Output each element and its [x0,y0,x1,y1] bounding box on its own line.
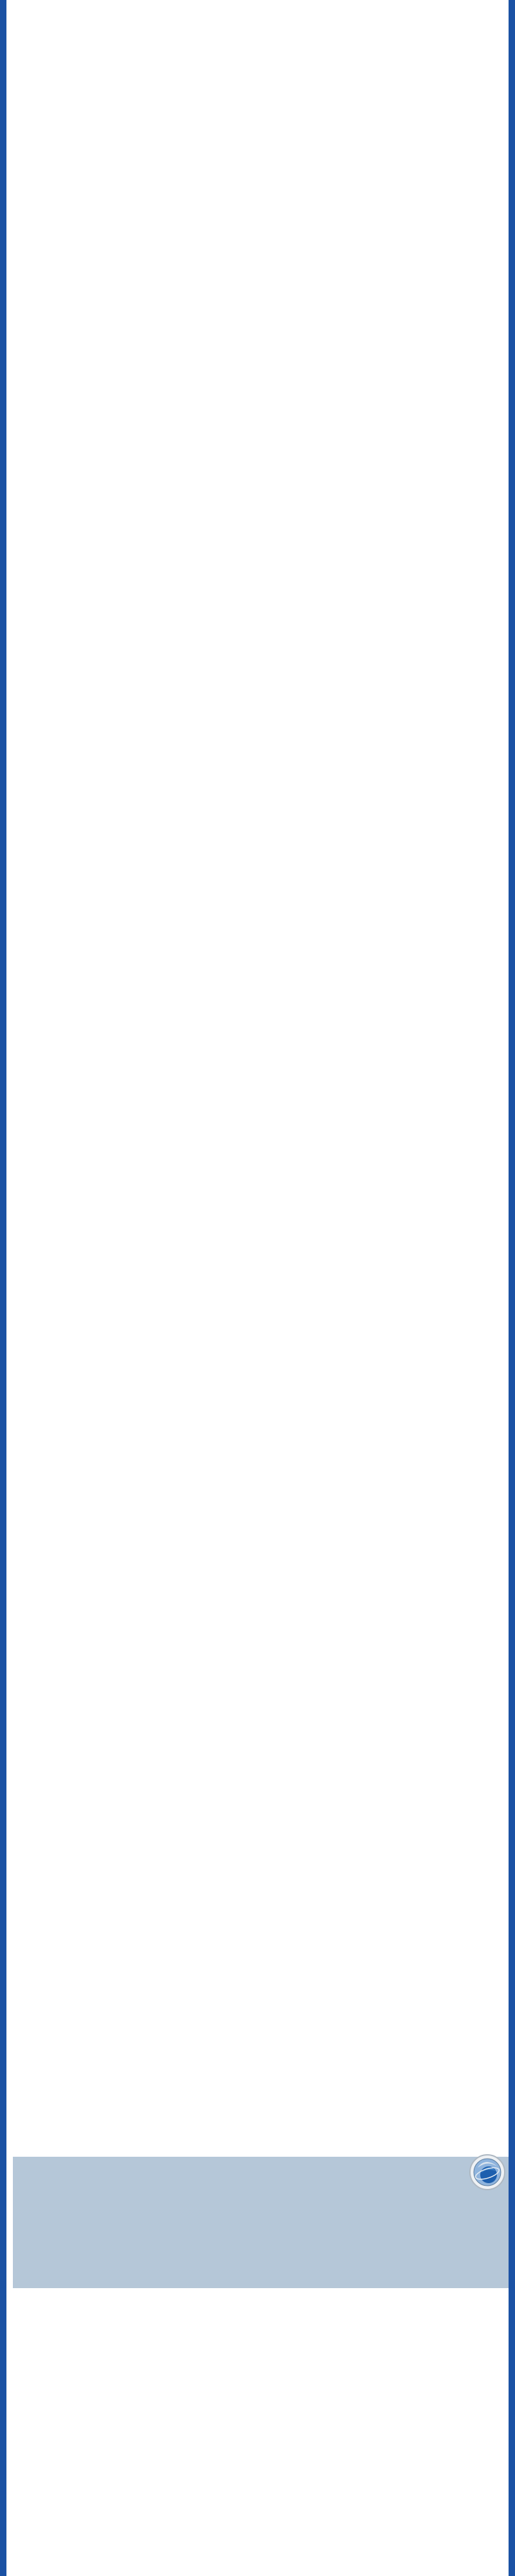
globe-logo-icon [469,2154,506,2191]
company-logo [464,2154,511,2194]
catalog-header-panel [13,2157,515,2288]
document-body [26,15,493,23]
